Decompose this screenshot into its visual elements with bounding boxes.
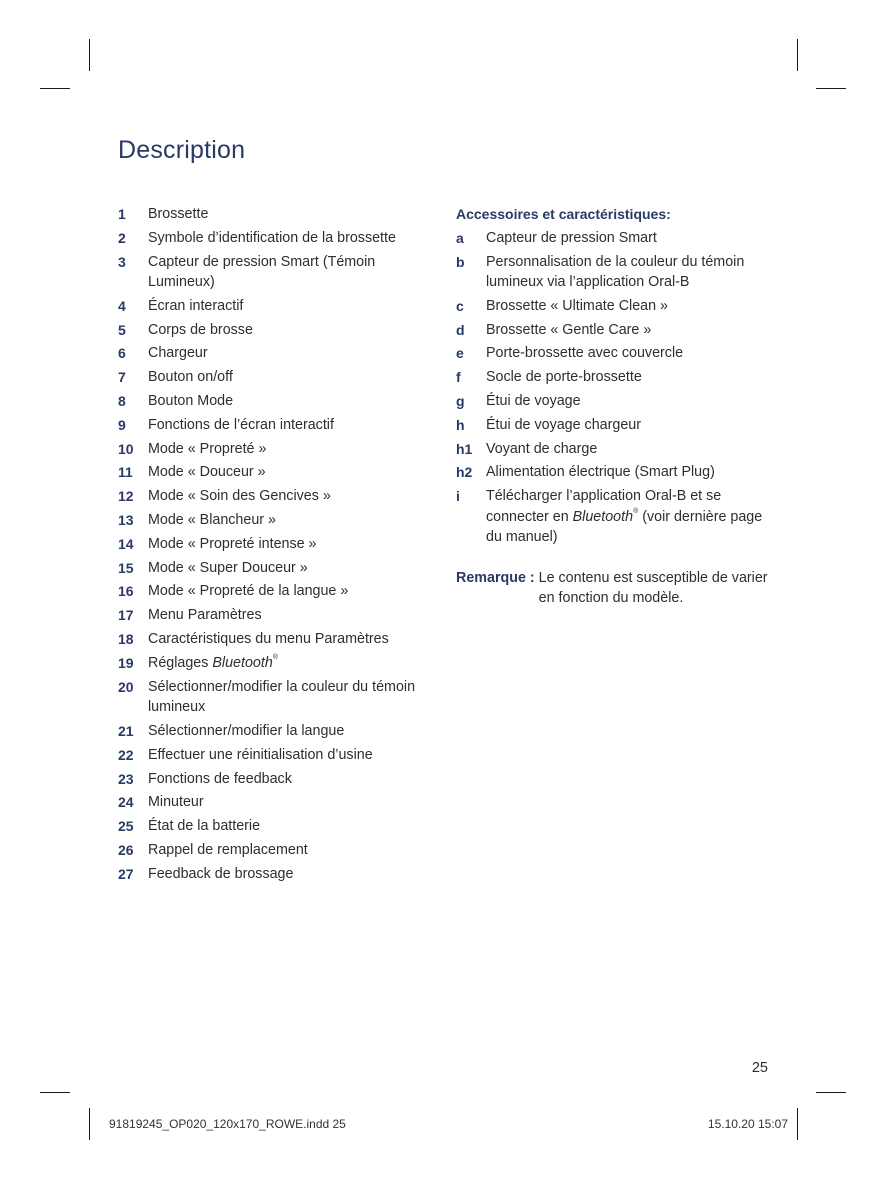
parts-list-item [118, 415, 428, 436]
item-text [148, 534, 428, 555]
registered-mark: ® [633, 507, 639, 515]
crop-mark [40, 88, 70, 89]
item-number: 23 [118, 770, 134, 787]
item-text-part: Chargeur [148, 345, 208, 362]
item-text-part: Socle de porte-brossette [486, 369, 642, 386]
item-text-part: Étui de voyage chargeur [486, 416, 641, 433]
item-text [486, 367, 776, 388]
item-number: 16 [118, 583, 134, 600]
parts-list-item [118, 558, 428, 579]
item-text-part: Effectuer une réinitialisation d’usine [148, 746, 373, 763]
item-text [148, 605, 428, 626]
item-text [148, 653, 428, 674]
remark [456, 568, 776, 609]
item-text [148, 745, 428, 766]
item-text [486, 228, 776, 249]
item-text [148, 816, 428, 837]
parts-list-item [118, 721, 428, 742]
item-number: 2 [118, 229, 126, 246]
item-text [486, 320, 776, 341]
item-text [486, 415, 776, 436]
item-text [148, 677, 428, 718]
item-text [486, 439, 776, 460]
item-text-part: Capteur de pression Smart (Témoin Lumineux) [148, 253, 376, 291]
item-number: 22 [118, 746, 134, 763]
item-number: 11 [118, 464, 133, 481]
parts-list-item [118, 510, 428, 531]
crop-mark [816, 1092, 846, 1093]
accessory-list-item [456, 462, 776, 483]
parts-list-item [118, 296, 428, 317]
accessory-list-item [456, 391, 776, 412]
parts-list-item [118, 228, 428, 249]
item-number: 26 [118, 841, 134, 858]
item-number: g [456, 393, 465, 410]
item-text-part: Capteur de pression Smart [486, 229, 657, 246]
item-number: c [456, 297, 464, 314]
item-text-part: Brossette [148, 206, 209, 222]
item-number: 3 [118, 253, 126, 270]
item-text [148, 296, 428, 317]
item-number: 9 [118, 416, 126, 433]
crop-mark [816, 88, 846, 89]
item-text [148, 343, 428, 364]
item-text-part: Bouton on/off [148, 369, 233, 386]
item-number: 21 [118, 722, 134, 739]
registered-mark: ® [272, 653, 278, 661]
item-text [486, 252, 776, 293]
parts-list-item [118, 581, 428, 602]
item-number: 19 [118, 654, 134, 671]
parts-list-item [118, 769, 428, 790]
item-text-part: Symbole d’identification de la brossette [148, 229, 396, 246]
item-number: 13 [118, 512, 134, 529]
item-text-part: Écran interactif [148, 297, 244, 314]
item-text-part: Caractéristiques du menu Paramètres [148, 631, 389, 648]
page-title: Description [118, 136, 246, 164]
item-text-part: Mode « Douceur » [148, 464, 266, 481]
parts-list [118, 204, 428, 888]
item-text-part: Fonctions de feedback [148, 770, 292, 787]
item-text-part: Brossette « Gentle Care » [486, 321, 652, 338]
parts-list-item [118, 486, 428, 507]
parts-list-item [118, 252, 428, 293]
item-number: 24 [118, 794, 134, 811]
item-text-part: Alimentation électrique (Smart Plug) [486, 464, 715, 481]
item-text [148, 510, 428, 531]
item-text [486, 343, 776, 364]
accessory-list-item [456, 296, 776, 317]
crop-mark [89, 1108, 90, 1140]
parts-list-item [118, 391, 428, 412]
item-number: h1 [456, 440, 473, 457]
remark-text: Le contenu est susceptible de varier en fonction du modèle. [538, 569, 768, 607]
item-number: f [456, 369, 461, 386]
item-text [148, 391, 428, 412]
item-number: 25 [118, 818, 134, 835]
item-text-part: Mode « Super Douceur » [148, 559, 308, 576]
item-text-part: Mode « Propreté intense » [148, 535, 317, 552]
parts-list-item [118, 653, 428, 674]
parts-list-item [118, 864, 428, 885]
item-text [148, 721, 428, 742]
item-text [486, 462, 776, 483]
accessories-heading: Accessoires et caractéristiques: [456, 206, 671, 222]
accessory-list-item [456, 367, 776, 388]
item-number: 27 [118, 865, 134, 882]
item-text [148, 320, 428, 341]
item-text [148, 558, 428, 579]
accessory-list-item [456, 439, 776, 460]
accessory-list-item [456, 415, 776, 436]
item-number: 10 [118, 440, 134, 457]
item-text-part: Réglages [148, 654, 213, 671]
parts-list-item [118, 792, 428, 813]
item-number: 14 [118, 535, 134, 552]
item-text [148, 792, 428, 813]
item-number: 17 [118, 607, 134, 624]
item-text-part: (voir dernière page du manuel) [486, 508, 763, 546]
item-text [486, 296, 776, 317]
crop-mark [797, 39, 798, 71]
item-number: 1 [118, 206, 126, 222]
item-text-part: Personnalisation de la couleur du témoin lumineux via l’application Oral-B [486, 253, 745, 291]
page-number: 25 [751, 1060, 768, 1076]
crop-mark [89, 39, 90, 71]
item-number: 12 [118, 488, 134, 505]
item-text [148, 462, 428, 483]
item-text-emphasis: Bluetooth [572, 508, 634, 525]
parts-list-item [118, 840, 428, 861]
item-text-part: Feedback de brossage [148, 865, 294, 882]
item-number: d [456, 321, 465, 338]
item-number: 4 [118, 297, 126, 314]
item-number: 5 [118, 321, 126, 338]
item-number: 15 [118, 559, 134, 576]
footer-file-info: 91819245_OP020_120x170_ROWE.indd 25 [109, 1117, 346, 1131]
item-text [148, 769, 428, 790]
parts-list-item [118, 677, 428, 718]
item-text-part: Mode « Propreté » [148, 440, 267, 457]
item-text [148, 581, 428, 602]
item-text [148, 367, 428, 388]
item-text [486, 391, 776, 412]
item-number: h [456, 416, 465, 433]
item-text-part: État de la batterie [148, 818, 261, 835]
item-text-part: Bouton Mode [148, 393, 234, 410]
accessories-list [456, 228, 776, 548]
parts-list-item [118, 745, 428, 766]
parts-list-item [118, 534, 428, 555]
parts-list-item [118, 320, 428, 341]
item-number: a [456, 229, 464, 246]
item-number: i [456, 488, 460, 505]
parts-list-item [118, 605, 428, 626]
item-text [486, 486, 776, 548]
item-text [148, 228, 428, 249]
parts-list-item [118, 367, 428, 388]
item-text-part: Rappel de remplacement [148, 841, 308, 858]
item-text-part: Porte-brossette avec couvercle [486, 345, 684, 362]
item-text [148, 204, 428, 225]
item-text [148, 415, 428, 436]
item-text-part: Brossette « Ultimate Clean » [486, 297, 668, 314]
item-text [148, 629, 428, 650]
item-text [148, 486, 428, 507]
remark-label: Remarque : [456, 569, 535, 586]
item-number: 7 [118, 369, 126, 386]
item-text [148, 864, 428, 885]
item-number: 20 [118, 678, 134, 695]
item-text-part: Minuteur [148, 794, 204, 811]
item-text-part: Voyant de charge [486, 440, 598, 457]
item-number: 18 [118, 631, 134, 648]
item-text-part: Mode « Blancheur » [148, 512, 276, 529]
item-text [148, 252, 428, 293]
accessories-section [456, 204, 776, 609]
crop-mark [40, 1092, 70, 1093]
crop-mark [797, 1108, 798, 1140]
item-text-part: Menu Paramètres [148, 607, 262, 624]
parts-list-item [118, 462, 428, 483]
item-text-part: Corps de brosse [148, 321, 253, 338]
item-text-emphasis: Bluetooth [212, 654, 273, 671]
parts-list-item [118, 204, 428, 225]
parts-list-item [118, 439, 428, 460]
accessory-list-item [456, 228, 776, 249]
item-text-part: Télécharger l’application Oral-B et se connecter en [486, 488, 722, 525]
accessory-list-item [456, 252, 776, 293]
item-text [148, 439, 428, 460]
accessory-list-item [456, 343, 776, 364]
item-number: b [456, 253, 465, 270]
item-number: 8 [118, 393, 126, 410]
item-text-part: Sélectionner/modifier la couleur du témoin lumineux [148, 678, 416, 716]
item-text-part: Mode « Propreté de la langue » [148, 583, 349, 600]
accessory-list-item [456, 486, 776, 548]
item-text-part: Mode « Soin des Gencives » [148, 488, 331, 505]
item-text [148, 840, 428, 861]
parts-list-item [118, 816, 428, 837]
item-text-part: Sélectionner/modifier la langue [148, 722, 345, 739]
item-text-part: Fonctions de l’écran interactif [148, 416, 334, 433]
accessory-list-item [456, 320, 776, 341]
item-number: 6 [118, 345, 126, 362]
parts-list-item [118, 343, 428, 364]
footer-date: 15.10.20 15:07 [707, 1117, 788, 1131]
item-number: h2 [456, 464, 473, 481]
item-text-part: Étui de voyage [486, 393, 581, 410]
item-number: e [456, 345, 464, 362]
parts-list-item [118, 629, 428, 650]
